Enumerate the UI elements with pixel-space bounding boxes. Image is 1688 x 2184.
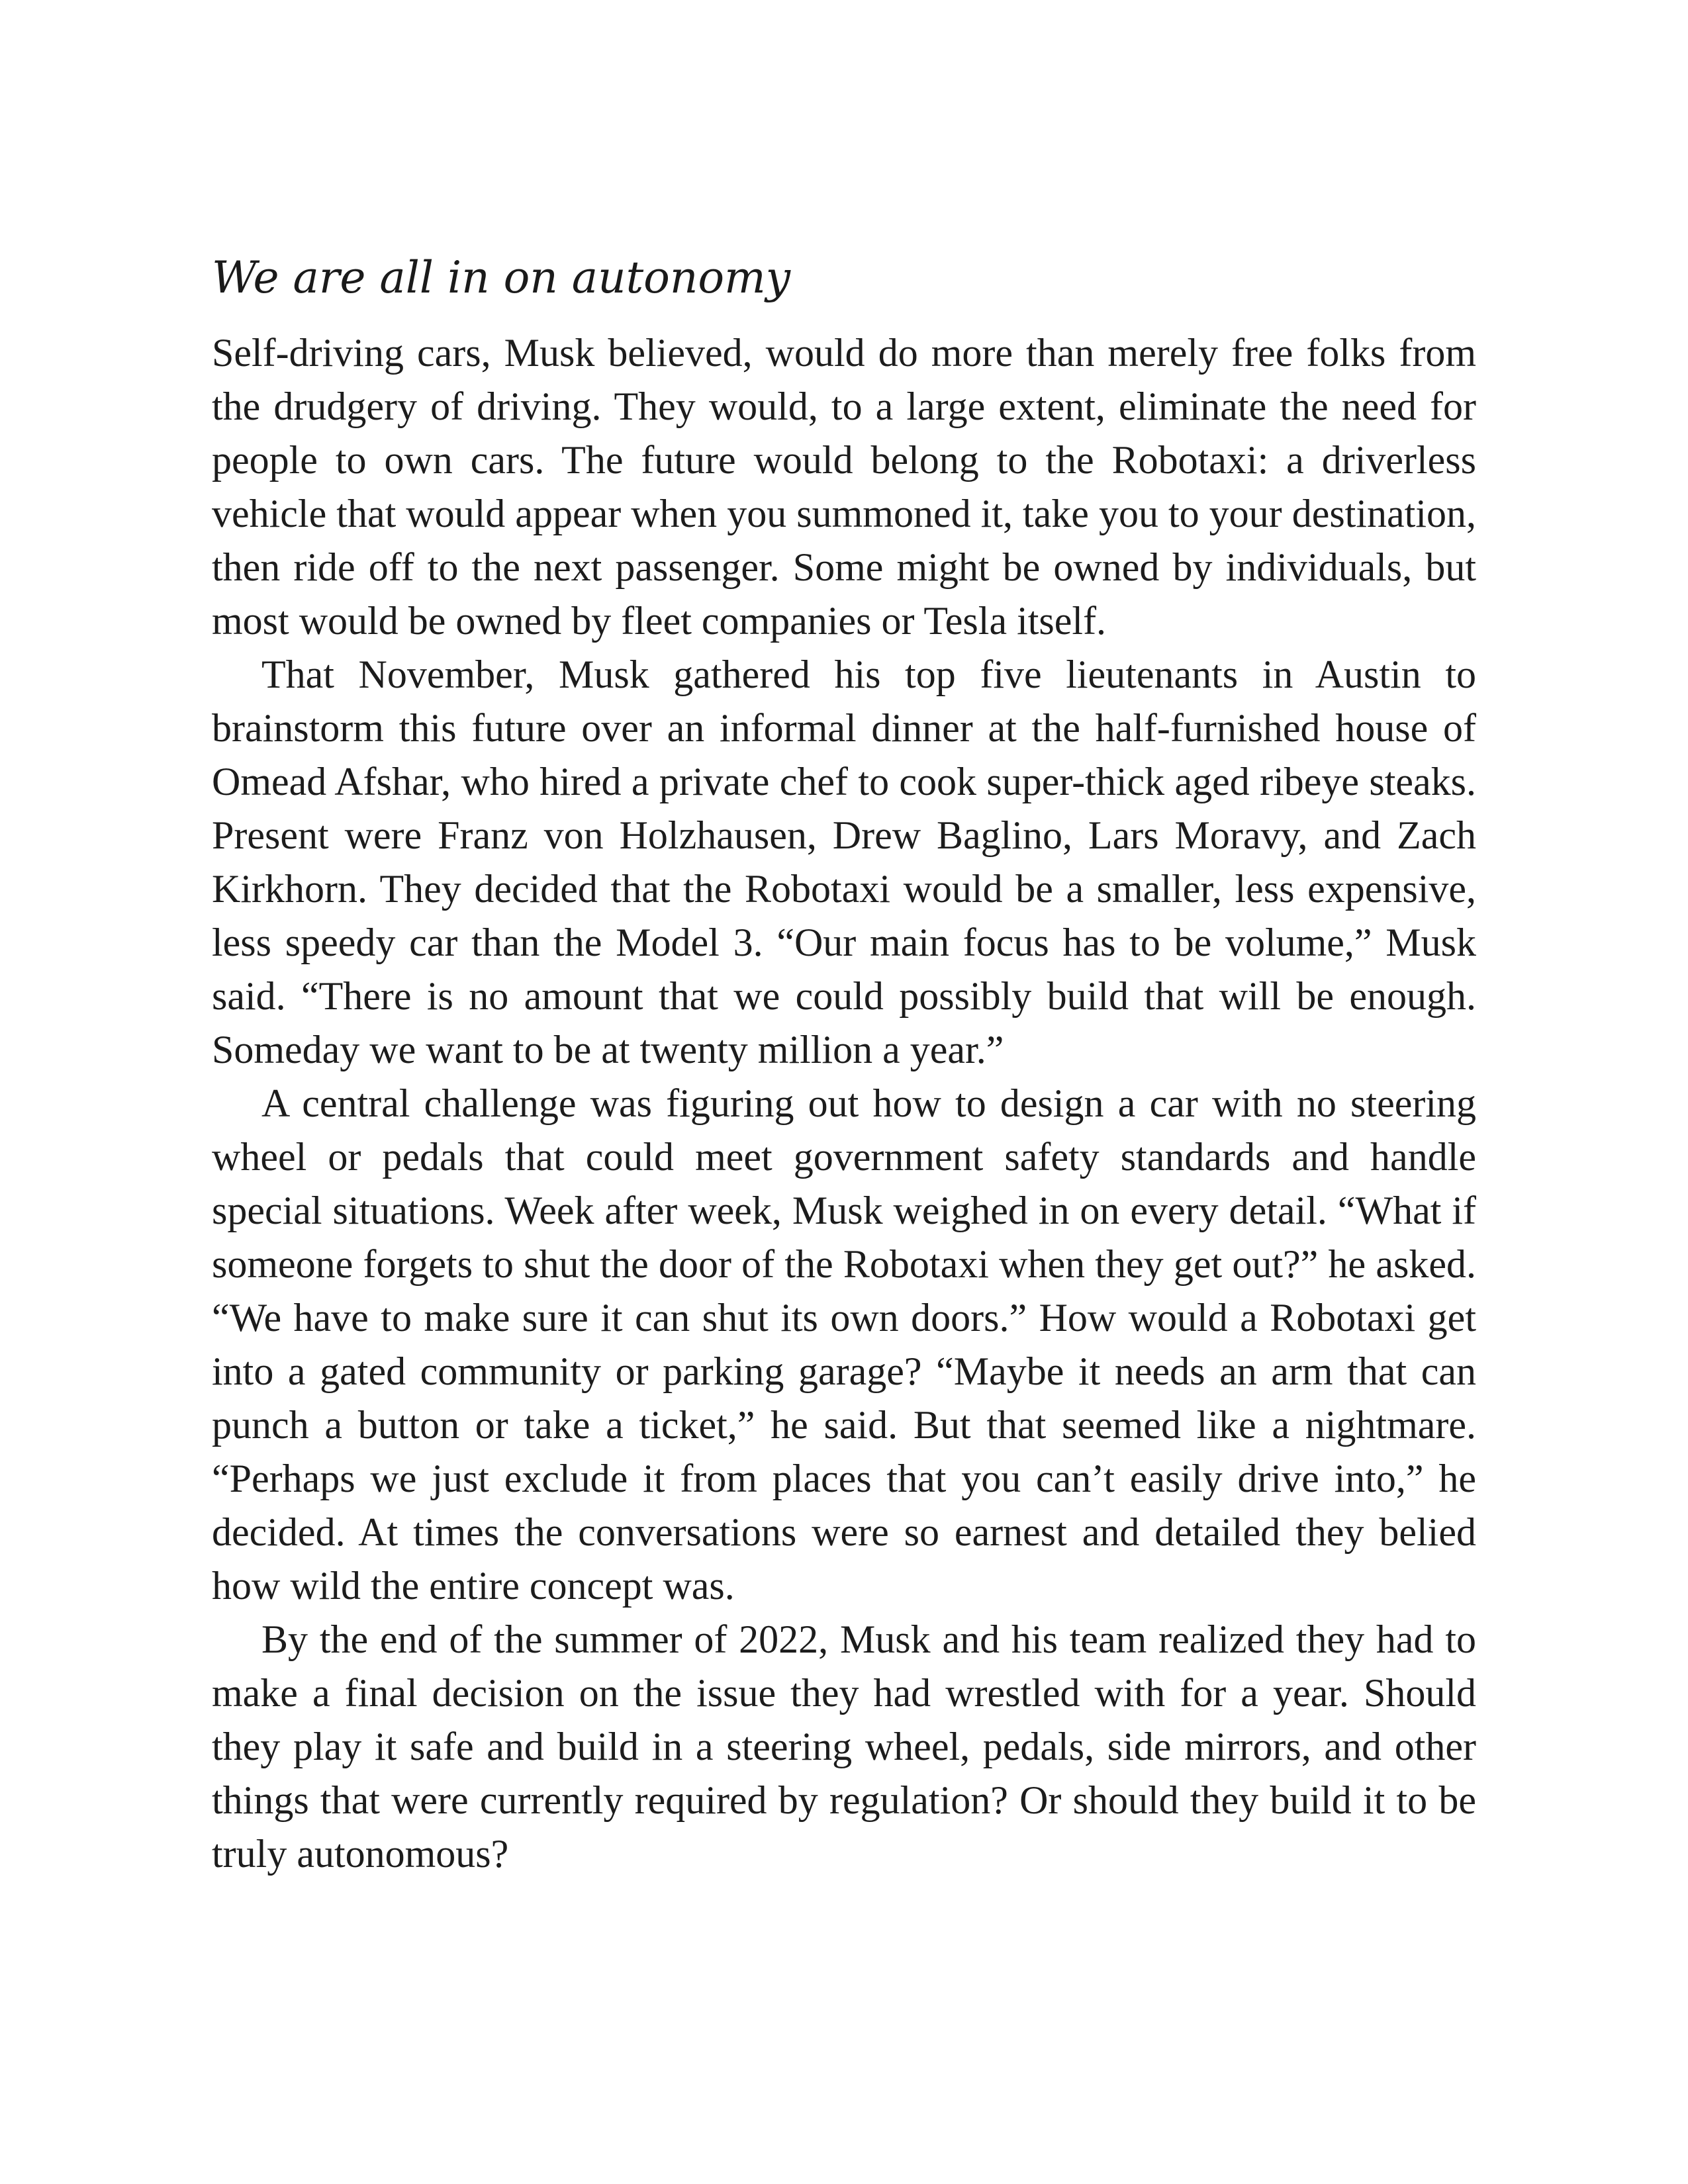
body-paragraph-4: By the end of the summer of 2022, Musk and his team realized they had to make a final decision on the issue they had wrestled with for a year. Should they play it safe and build in a steering wheel, pedals, side mirrors, and other things that were currently required by regulation? Or should they build it to be truly autonomous? — [212, 1617, 1476, 1876]
page-content — [212, 251, 1476, 1881]
body-paragraph-1: Self-driving cars, Musk believed, would do more than merely free folks from the drudgery of driving. They would, to a large extent, eliminate the need for people to own cars. The future would belong to the Robotaxi: a driverless vehicle that would appear when you summoned it, take you to your destination, then ride off to the next passenger. Some might be owned by individuals, but most would be owned by fleet companies or Tesla itself. — [212, 331, 1476, 643]
body-paragraph-3: A central challenge was figuring out how to design a car with no steering wheel or pedals that could meet government safety standards and handle special situations. Week after week, Musk weighed in on every detail. “What if someone forgets to shut the door of the Robotaxi when they get out?” he asked. “We have to make sure it can shut its own doors.” How would a Robotaxi get into a gated community or parking garage? “Maybe it needs an arm that can punch a button or take a ticket,” he said. But that seemed like a nightmare. “Perhaps we just exclude it from places that you can’t easily drive into,” he decided. At times the conversations were so earnest and detailed they belied how wild the entire concept was. — [212, 1081, 1476, 1608]
section-heading: We are all in on autonomy — [212, 252, 791, 303]
body-paragraph-2: That November, Musk gathered his top five lieutenants in Austin to brainstorm this future over an informal dinner at the half-furnished house of Omead Afshar, who hired a private chef to cook super-thick aged ribeye steaks. Present were Franz von Holzhausen, Drew Baglino, Lars Moravy, and Zach Kirkhorn. They decided that the Robotaxi would be a smaller, less expensive, less speedy car than the Model 3. “Our main focus has to be volume,” Musk said. “There is no amount that we could possibly build that will be enough. Someday we want to be at twenty million a year.” — [212, 653, 1476, 1072]
